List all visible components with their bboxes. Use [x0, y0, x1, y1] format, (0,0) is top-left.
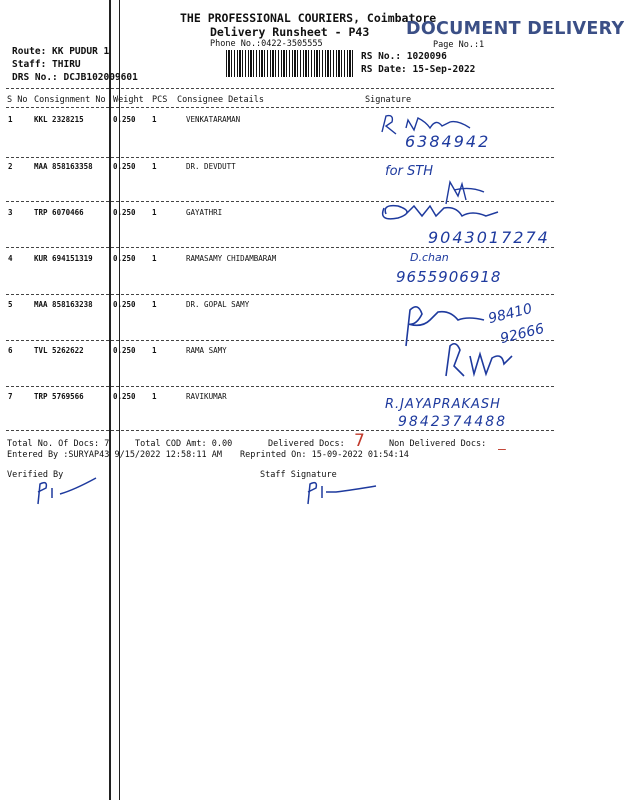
row-weight: 0.250 [113, 208, 136, 217]
row-rule [6, 294, 554, 295]
row-pcs: 1 [152, 300, 157, 309]
row-consignment: MAA 858163238 [34, 300, 93, 309]
signature-row6 [430, 338, 530, 380]
drs-number: DRS No.: DCJB102009601 [12, 72, 138, 83]
rs-number: RS No.: 1020096 [361, 51, 447, 62]
row-consignment: KUR 694151319 [34, 254, 93, 263]
document-delivery-stamp: DOCUMENT DELIVERY [406, 19, 624, 39]
verified-by-signature [30, 476, 100, 506]
col-weight: Weight [113, 95, 144, 105]
row-weight: 0.250 [113, 346, 136, 355]
row-sno: 1 [8, 115, 13, 124]
row-sno: 3 [8, 208, 13, 217]
row-consignment: TRP 6070466 [34, 208, 84, 217]
row-consignee: RAMASAMY CHIDAMBARAM [186, 254, 277, 263]
row-pcs: 1 [152, 115, 157, 124]
row-weight: 0.250 [113, 162, 136, 171]
row-consignee: DR. DEVDUTT [186, 162, 236, 171]
page-number: Page No.:1 [433, 40, 485, 50]
row-rule [6, 430, 554, 431]
phone-row3: 9043017274 [428, 228, 550, 247]
route: Route: KK PUDUR 1 [12, 46, 110, 57]
row-consignment: MAA 858163358 [34, 162, 93, 171]
staff-signature [300, 476, 380, 506]
phone-row5-a: 98410 [486, 300, 534, 328]
note-row2: for STH [385, 164, 433, 179]
row-weight: 0.250 [113, 254, 136, 263]
row-pcs: 1 [152, 162, 157, 171]
row-consignee: GAYATHRI [186, 208, 223, 217]
row-sno: 4 [8, 254, 13, 263]
col-sno: S No [7, 95, 28, 105]
row-pcs: 1 [152, 346, 157, 355]
row-rule [6, 386, 554, 387]
phone-number: Phone No.:0422-3505555 [210, 39, 323, 49]
row-sno: 7 [8, 392, 13, 401]
row-weight: 0.250 [113, 300, 136, 309]
col-consignment: Consignment No [34, 95, 106, 105]
phone-row7: 9842374488 [398, 414, 508, 430]
entered-by: Entered By :SURYAP43 9/15/2022 12:58:11 AM [7, 450, 222, 460]
row-rule [6, 157, 554, 158]
row-consignment: KKL 2328215 [34, 115, 84, 124]
fold-line-left [109, 0, 111, 800]
delivered-docs: Delivered Docs: [268, 439, 345, 449]
row-sno: 6 [8, 346, 13, 355]
verified-by-label: Verified By [7, 470, 64, 480]
row-sno: 5 [8, 300, 13, 309]
rs-date: RS Date: 15-Sep-2022 [361, 64, 476, 75]
phone-row5-b: 92666 [498, 320, 546, 348]
name-row7: R.JAYAPRAKASH [385, 397, 501, 412]
phone-row1: 6384942 [405, 132, 491, 151]
runsheet-title: Delivery Runsheet - P43 [210, 25, 370, 39]
row-consignee: RAMA SAMY [186, 346, 227, 355]
row-pcs: 1 [152, 254, 157, 263]
header-bottom-rule [6, 107, 554, 108]
staff: Staff: THIRU [12, 59, 81, 70]
staff-signature-label: Staff Signature [260, 470, 337, 480]
col-pcs: PCS [152, 95, 168, 105]
row-consignee: RAVIKUMAR [186, 392, 227, 401]
row-consignee: VENKATARAMAN [186, 115, 241, 124]
row-pcs: 1 [152, 208, 157, 217]
reprinted-on: Reprinted On: 15-09-2022 01:54:14 [240, 450, 409, 460]
row-consignment: TVL 5262622 [34, 346, 84, 355]
total-docs: Total No. Of Docs: 7 [7, 439, 110, 449]
header-top-rule [6, 88, 554, 89]
company-title: THE PROFESSIONAL COURIERS, Coimbatore [180, 11, 437, 25]
col-signature: Signature [365, 95, 412, 105]
row-pcs: 1 [152, 392, 157, 401]
barcode [226, 50, 354, 77]
delivered-count-mark: 7 [354, 431, 365, 451]
row-weight: 0.250 [113, 115, 136, 124]
non-delivered-mark: — [498, 442, 506, 457]
row-consignee: DR. GOPAL SAMY [186, 300, 250, 309]
phone-row4: 9655906918 [396, 268, 502, 286]
row-consignment: TRP 5769566 [34, 392, 84, 401]
signature-row3 [376, 196, 506, 228]
non-delivered-docs: Non Delivered Docs: [389, 439, 487, 449]
col-consignee: Consignee Details [177, 95, 264, 105]
name-row4: D.chan [410, 251, 449, 264]
row-weight: 0.250 [113, 392, 136, 401]
row-sno: 2 [8, 162, 13, 171]
row-rule [6, 247, 554, 248]
total-cod: Total COD Amt: 0.00 [135, 439, 233, 449]
